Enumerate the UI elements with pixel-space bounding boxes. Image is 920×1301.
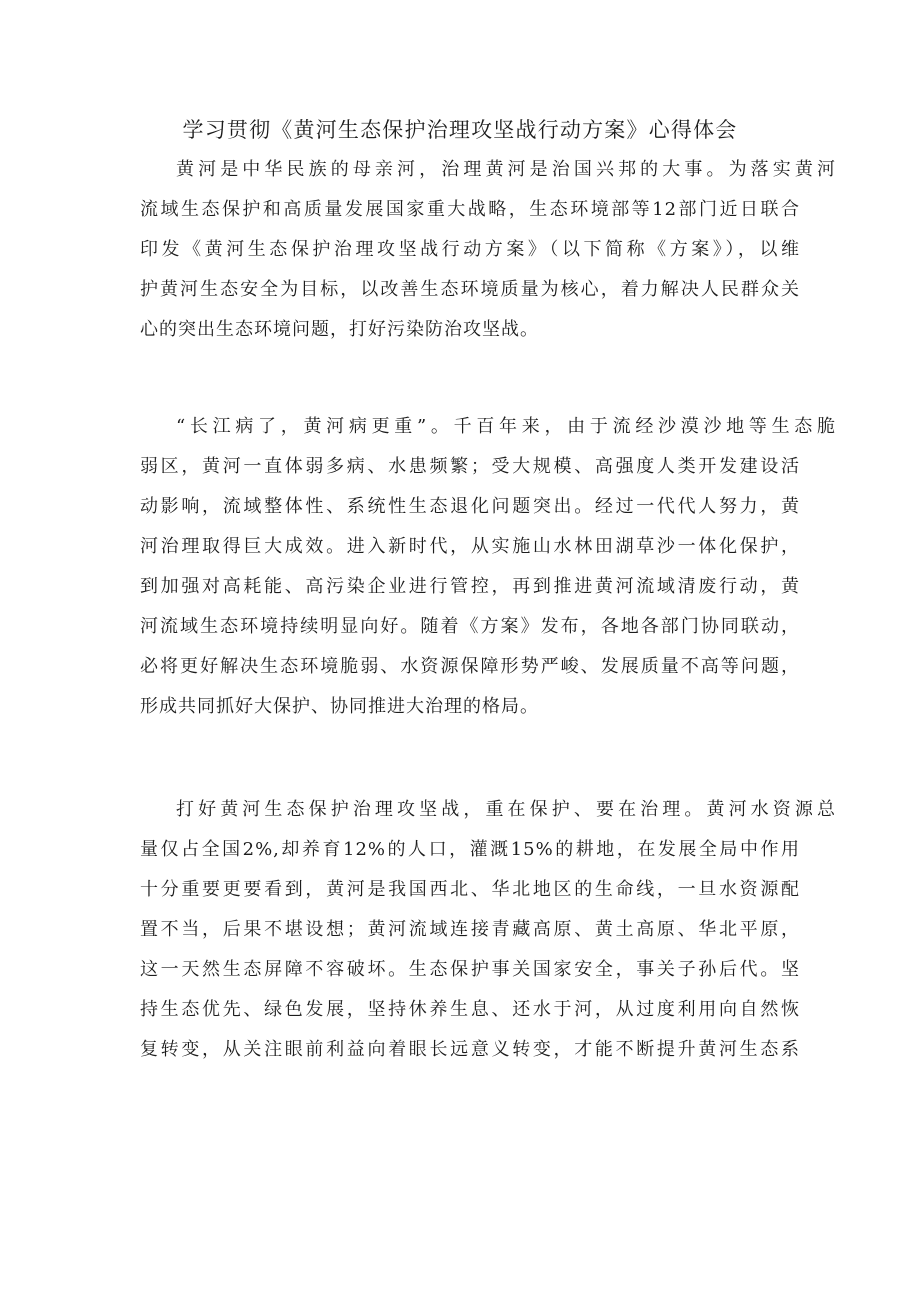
paragraph-line: 河流域生态环境持续明显向好。随着《方案》发布，各地各部门协同联动， (140, 616, 800, 637)
paragraph-line: 心的突出生态环境问题，打好污染防治攻坚战。 (140, 319, 539, 340)
paragraph-line: 持生态优先、绿色发展，坚持休养生息、还水于河，从过度利用向自然恢 (140, 999, 800, 1020)
paragraph-line: 弱区，黄河一直体弱多病、水患频繁；受大规模、高强度人类开发建设活 (140, 456, 800, 477)
document-title: 学习贯彻《黄河生态保护治理攻坚战行动方案》心得体会 (182, 118, 738, 142)
paragraph-line: “长江病了，黄河病更重”。千百年来，由于流经沙漠沙地等生态脆 (176, 416, 836, 437)
paragraph-3 (140, 790, 836, 1070)
paragraph-line: 复转变，从关注眼前利益向着眼长远意义转变，才能不断提升黄河生态系 (140, 1039, 800, 1060)
paragraph-line: 必将更好解决生态环境脆弱、水资源保障形势严峻、发展质量不高等问题， (140, 656, 800, 677)
paragraph-line: 动影响，流域整体性、系统性生态退化问题突出。经过一代代人努力，黄 (140, 496, 800, 517)
paragraph-line: 印发《黄河生态保护治理攻坚战行动方案》（以下简称《方案》），以维 (140, 239, 800, 260)
paragraph-line: 打好黄河生态保护治理攻坚战，重在保护、要在治理。黄河水资源总 (176, 799, 836, 820)
paragraph-line: 置不当，后果不堪设想；黄河流域连接青藏高原、黄土高原、华北平原， (140, 919, 800, 940)
paragraph-line: 这一天然生态屏障不容破坏。生态保护事关国家安全，事关子孙后代。坚 (140, 959, 800, 980)
paragraph-line: 十分重要更要看到，黄河是我国西北、华北地区的生命线，一旦水资源配 (140, 879, 800, 900)
paragraph-line: 形成共同抓好大保护、协同推进大治理的格局。 (140, 696, 539, 717)
paragraph-1 (140, 150, 836, 350)
paragraph-line: 量仅占全国2%,却养育12%的人口，灌溉15%的耕地，在发展全局中作用 (140, 839, 800, 860)
paragraph-line: 到加强对高耗能、高污染企业进行管控，再到推进黄河流域清废行动，黄 (140, 576, 800, 597)
paragraph-line: 护黄河生态安全为目标，以改善生态环境质量为核心，着力解决人民群众关 (140, 279, 800, 300)
paragraph-line: 流域生态保护和高质量发展国家重大战略，生态环境部等12部门近日联合 (140, 199, 800, 220)
paragraph-line: 黄河是中华民族的母亲河，治理黄河是治国兴邦的大事。为落实黄河 (176, 159, 836, 180)
paragraph-line: 河治理取得巨大成效。进入新时代，从实施山水林田湖草沙一体化保护， (140, 536, 800, 557)
paragraph-2 (140, 407, 836, 727)
